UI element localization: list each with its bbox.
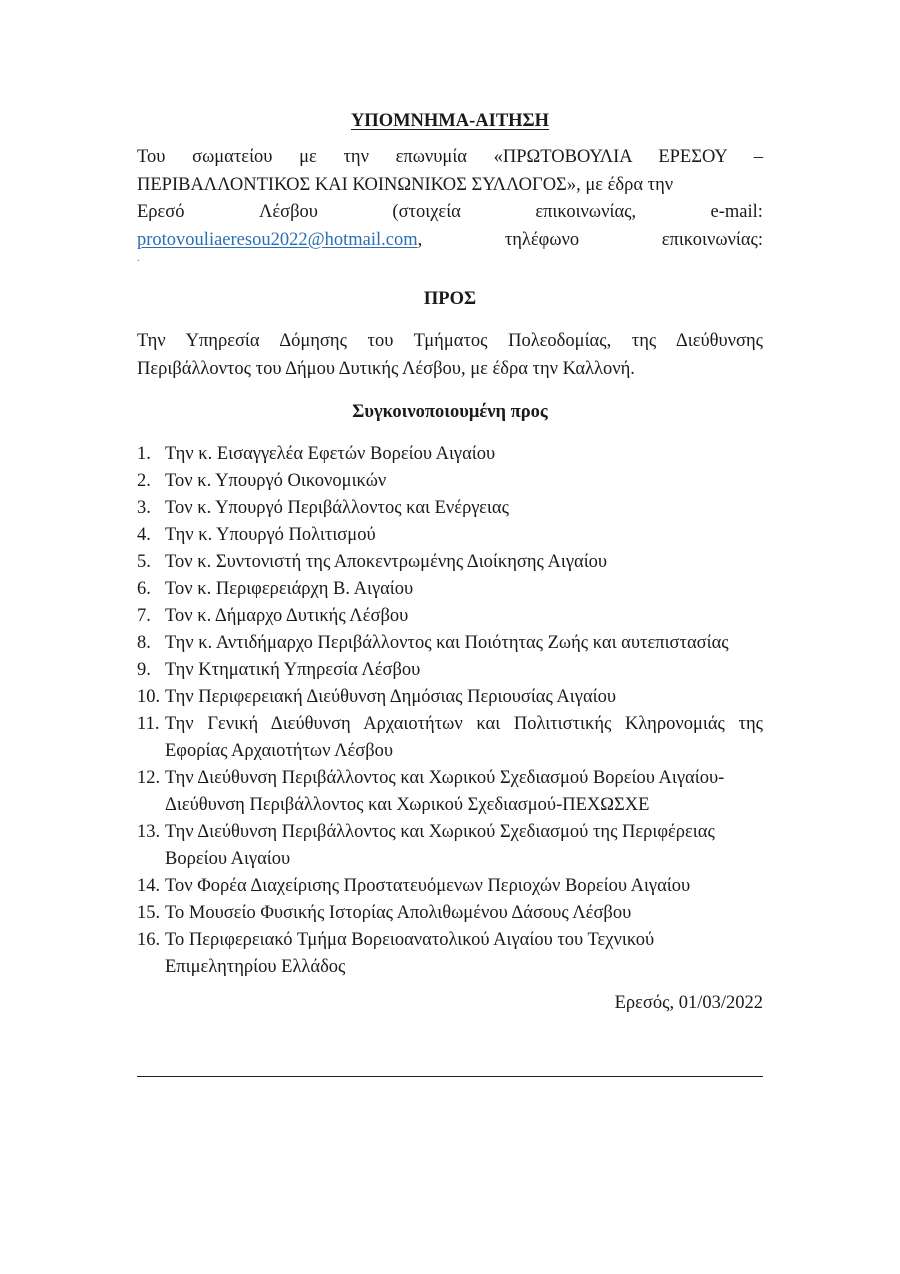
email-link[interactable]: protovouliaeresou2022@hotmail.com <box>137 229 418 250</box>
list-item: 4. Την κ. Υπουργό Πολιτισμού <box>137 525 376 545</box>
to-heading: ΠΡΟΣ <box>423 289 477 309</box>
list-item: 16. Το Περιφερειακό Τμήμα Βορειοανατολικού Αιγαίου του Τεχνικού Επιμελητηρίου Ελλάδος <box>137 930 655 977</box>
list-item: 6. Τον κ. Περιφερειάρχη Β. Αιγαίου <box>137 579 414 599</box>
cc-heading: Συγκοινοποιουμένη προς <box>352 402 548 422</box>
date-line: Ερεσός, 01/03/2022 <box>614 993 763 1013</box>
list-item: 1. Την κ. Εισαγγελέα Εφετών Βορείου Αιγαίου <box>137 444 496 464</box>
list-item: 10. Την Περιφερειακή Διεύθυνση Δημόσιας Περιουσίας Αιγαίου <box>137 687 617 707</box>
list-item: 11. Την Γενική Διεύθυνση Αρχαιοτήτων και Πολιτιστικής Κληρονομιάς της Εφορίας Αρχαιοτήτων Λέσβου <box>137 714 763 761</box>
list-item: 7. Τον κ. Δήμαρχο Δυτικής Λέσβου <box>137 606 409 626</box>
list-item: 8. Την κ. Αντιδήμαρχο Περιβάλλοντος και Ποιότητας Ζωής και αυτεπιστασίας <box>137 633 729 653</box>
cc-list <box>137 441 763 981</box>
document-page <box>137 108 763 1016</box>
sender-block <box>137 144 763 266</box>
list-item: 15. Το Μουσείο Φυσικής Ιστορίας Απολιθωμένου Δάσους Λέσβου <box>137 903 632 923</box>
list-item: 3. Τον κ. Υπουργό Περιβάλλοντος και Ενέργειας <box>137 498 509 518</box>
list-item: 12. Την Διεύθυνση Περιβάλλοντος και Χωρικού Σχεδιασμού Βορείου Αιγαίου-Διεύθυνση Περιβάλλοντος και Χωρικού Σχεδιασμού-ΠΕΧΩΣΧΕ <box>137 768 725 815</box>
list-item: 9. Την Κτηματική Υπηρεσία Λέσβου <box>137 660 421 680</box>
sender-text: Του σωματείου με την επωνυμία «ΠΡΩΤΟΒΟΥΛΙΑ ΕΡΕΣΟΥ – ΠΕΡΙΒΑΛΛΟΝΤΙΚΟΣ ΚΑΙ ΚΟΙΝΩΝΙΚΟΣ ΣΥΛΛΟΓΟΣ», με έδρα την <box>137 147 763 195</box>
list-item: 2. Τον κ. Υπουργό Οικονομικών <box>137 471 387 491</box>
phone-value: . <box>137 253 140 264</box>
list-item: 14. Τον Φορέα Διαχείρισης Προστατευόμενων Περιοχών Βορείου Αιγαίου <box>137 876 691 896</box>
footer-divider <box>137 1076 763 1077</box>
sender-location-line: Ερεσό Λέσβου (στοιχεία επικοινωνίας, e-mail: <box>137 202 763 222</box>
list-item: 13. Την Διεύθυνση Περιβάλλοντος και Χωρικού Σχεδιασμού της Περιφέρειας Βορείου Αιγαίου <box>137 822 715 869</box>
recipient-text: Την Υπηρεσία Δόμησης του Τμήματος Πολεοδομίας, της Διεύθυνσης Περιβάλλοντος του Δήμου Δυτικής Λέσβου, με έδρα την Καλλονή. <box>137 331 763 379</box>
sender-contact-line: protovouliaeresou2022@hotmail.com, τηλέφωνο επικοινωνίας: <box>137 229 763 250</box>
document-title: ΥΠΟΜΝΗΜΑ-ΑΙΤΗΣΗ <box>350 111 550 131</box>
list-item: 5. Τον κ. Συντονιστή της Αποκεντρωμένης Διοίκησης Αιγαίου <box>137 552 608 572</box>
